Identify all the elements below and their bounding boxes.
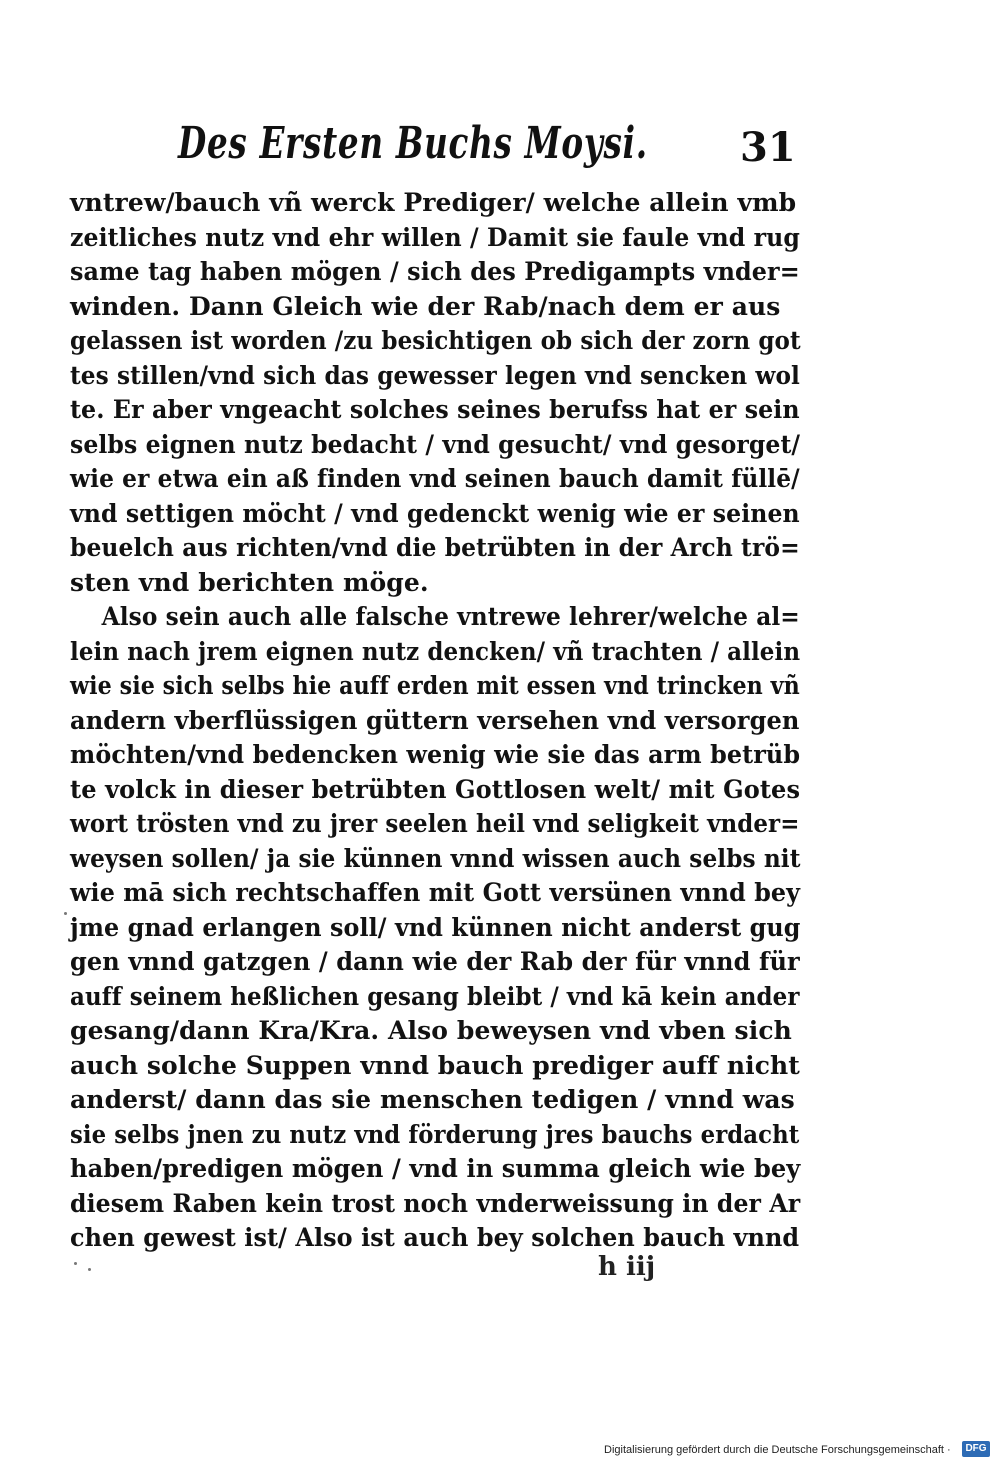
- text-line: te volck in dieser betrübten Gottlosen welt/ mit Gotes: [70, 774, 801, 804]
- text-line: weysen sollen/ ja sie künnen vnnd wissen auch selbs nit: [70, 843, 801, 873]
- text-line: beuelch aus richten/vnd die betrübten in der Arch trö=: [70, 533, 800, 562]
- text-line: andern vberflüssigen güttern versehen vnd versorgen: [70, 705, 800, 735]
- text-line: diesem Raben kein trost noch vnderweissung in der Ar: [70, 1188, 801, 1218]
- text-line: vntrew/bauch vñ werck Prediger/ welche allein vmb: [70, 188, 797, 217]
- print-speck: [64, 912, 67, 915]
- text-line: sie selbs jnen zu nutz vnd förderung jres bauchs erdacht: [70, 1119, 800, 1149]
- signature-mark: h iij: [598, 1252, 656, 1282]
- text-line: auff seinem heßlichen gesang bleibt / vnd kā kein ander: [70, 981, 800, 1011]
- text-line: wie er etwa ein aß finden vnd seinen bauch damit füllē/: [70, 464, 800, 493]
- text-line: gesang/dann Kra/Kra. Also beweysen vnd vben sich: [70, 1016, 792, 1045]
- digitization-credit: Digitalisierung gefördert durch die Deutsche Forschungsgemeinschaft ·: [604, 1444, 951, 1456]
- text-line: sten vnd berichten möge.: [70, 567, 429, 597]
- text-line: möchten/vnd bedencken wenig wie sie das arm betrüb: [70, 740, 801, 769]
- text-line: gen vnnd gatzgen / dann wie der Rab der für vnnd für: [70, 947, 800, 976]
- text-line: zeitliches nutz vnd ehr willen / Damit sie faule vnd rug: [70, 222, 801, 252]
- print-speck: [88, 1268, 91, 1271]
- running-head: Des Ersten Buchs Moysi.: [178, 118, 648, 169]
- text-line: jme gnad erlangen soll/ vnd künnen nicht anderst gug: [70, 912, 801, 942]
- text-line: lein nach jrem eignen nutz dencken/ vñ trachten / allein: [70, 636, 801, 666]
- text-line: wie sie sich selbs hie auff erden mit essen vnd trincken vñ: [70, 671, 800, 700]
- page-number: 31: [740, 124, 796, 171]
- text-line: auch solche Suppen vnnd bauch prediger auff nicht: [70, 1050, 800, 1080]
- text-line: same tag haben mögen / sich des Predigampts vnder=: [70, 257, 800, 286]
- text-line: selbs eignen nutz bedacht / vnd gesucht/ vnd gesorget/: [70, 429, 801, 459]
- text-line: te. Er aber vngeacht solches seines berufss hat er sein: [70, 395, 800, 424]
- body-text: [70, 186, 800, 1256]
- text-line: gelassen ist worden /zu besichtigen ob sich der zorn got: [70, 326, 801, 355]
- text-line: winden. Dann Gleich wie der Rab/nach dem er aus: [70, 291, 781, 321]
- text-line: vnd settigen möcht / vnd gedenckt wenig wie er seinen: [70, 498, 800, 528]
- print-speck: [74, 1262, 77, 1265]
- text-line: chen gewest ist/ Also ist auch bey solchen bauch vnnd: [70, 1223, 800, 1252]
- text-line: haben/predigen mögen / vnd in summa gleich wie bey: [70, 1154, 801, 1183]
- text-line: wort trösten vnd zu jrer seelen heil vnd seligkeit vnder=: [70, 809, 800, 838]
- text-line: tes stillen/vnd sich das gewesser legen vnd sencken wol: [70, 360, 800, 390]
- dfg-logo: DFG: [962, 1441, 990, 1457]
- text-line: wie mā sich rechtschaffen mit Gott versünen vnnd bey: [70, 878, 801, 907]
- text-line: anderst/ dann das sie menschen tedigen / vnnd was: [70, 1085, 795, 1114]
- text-line: Also sein auch alle falsche vntrewe lehrer/welche al=: [101, 602, 800, 631]
